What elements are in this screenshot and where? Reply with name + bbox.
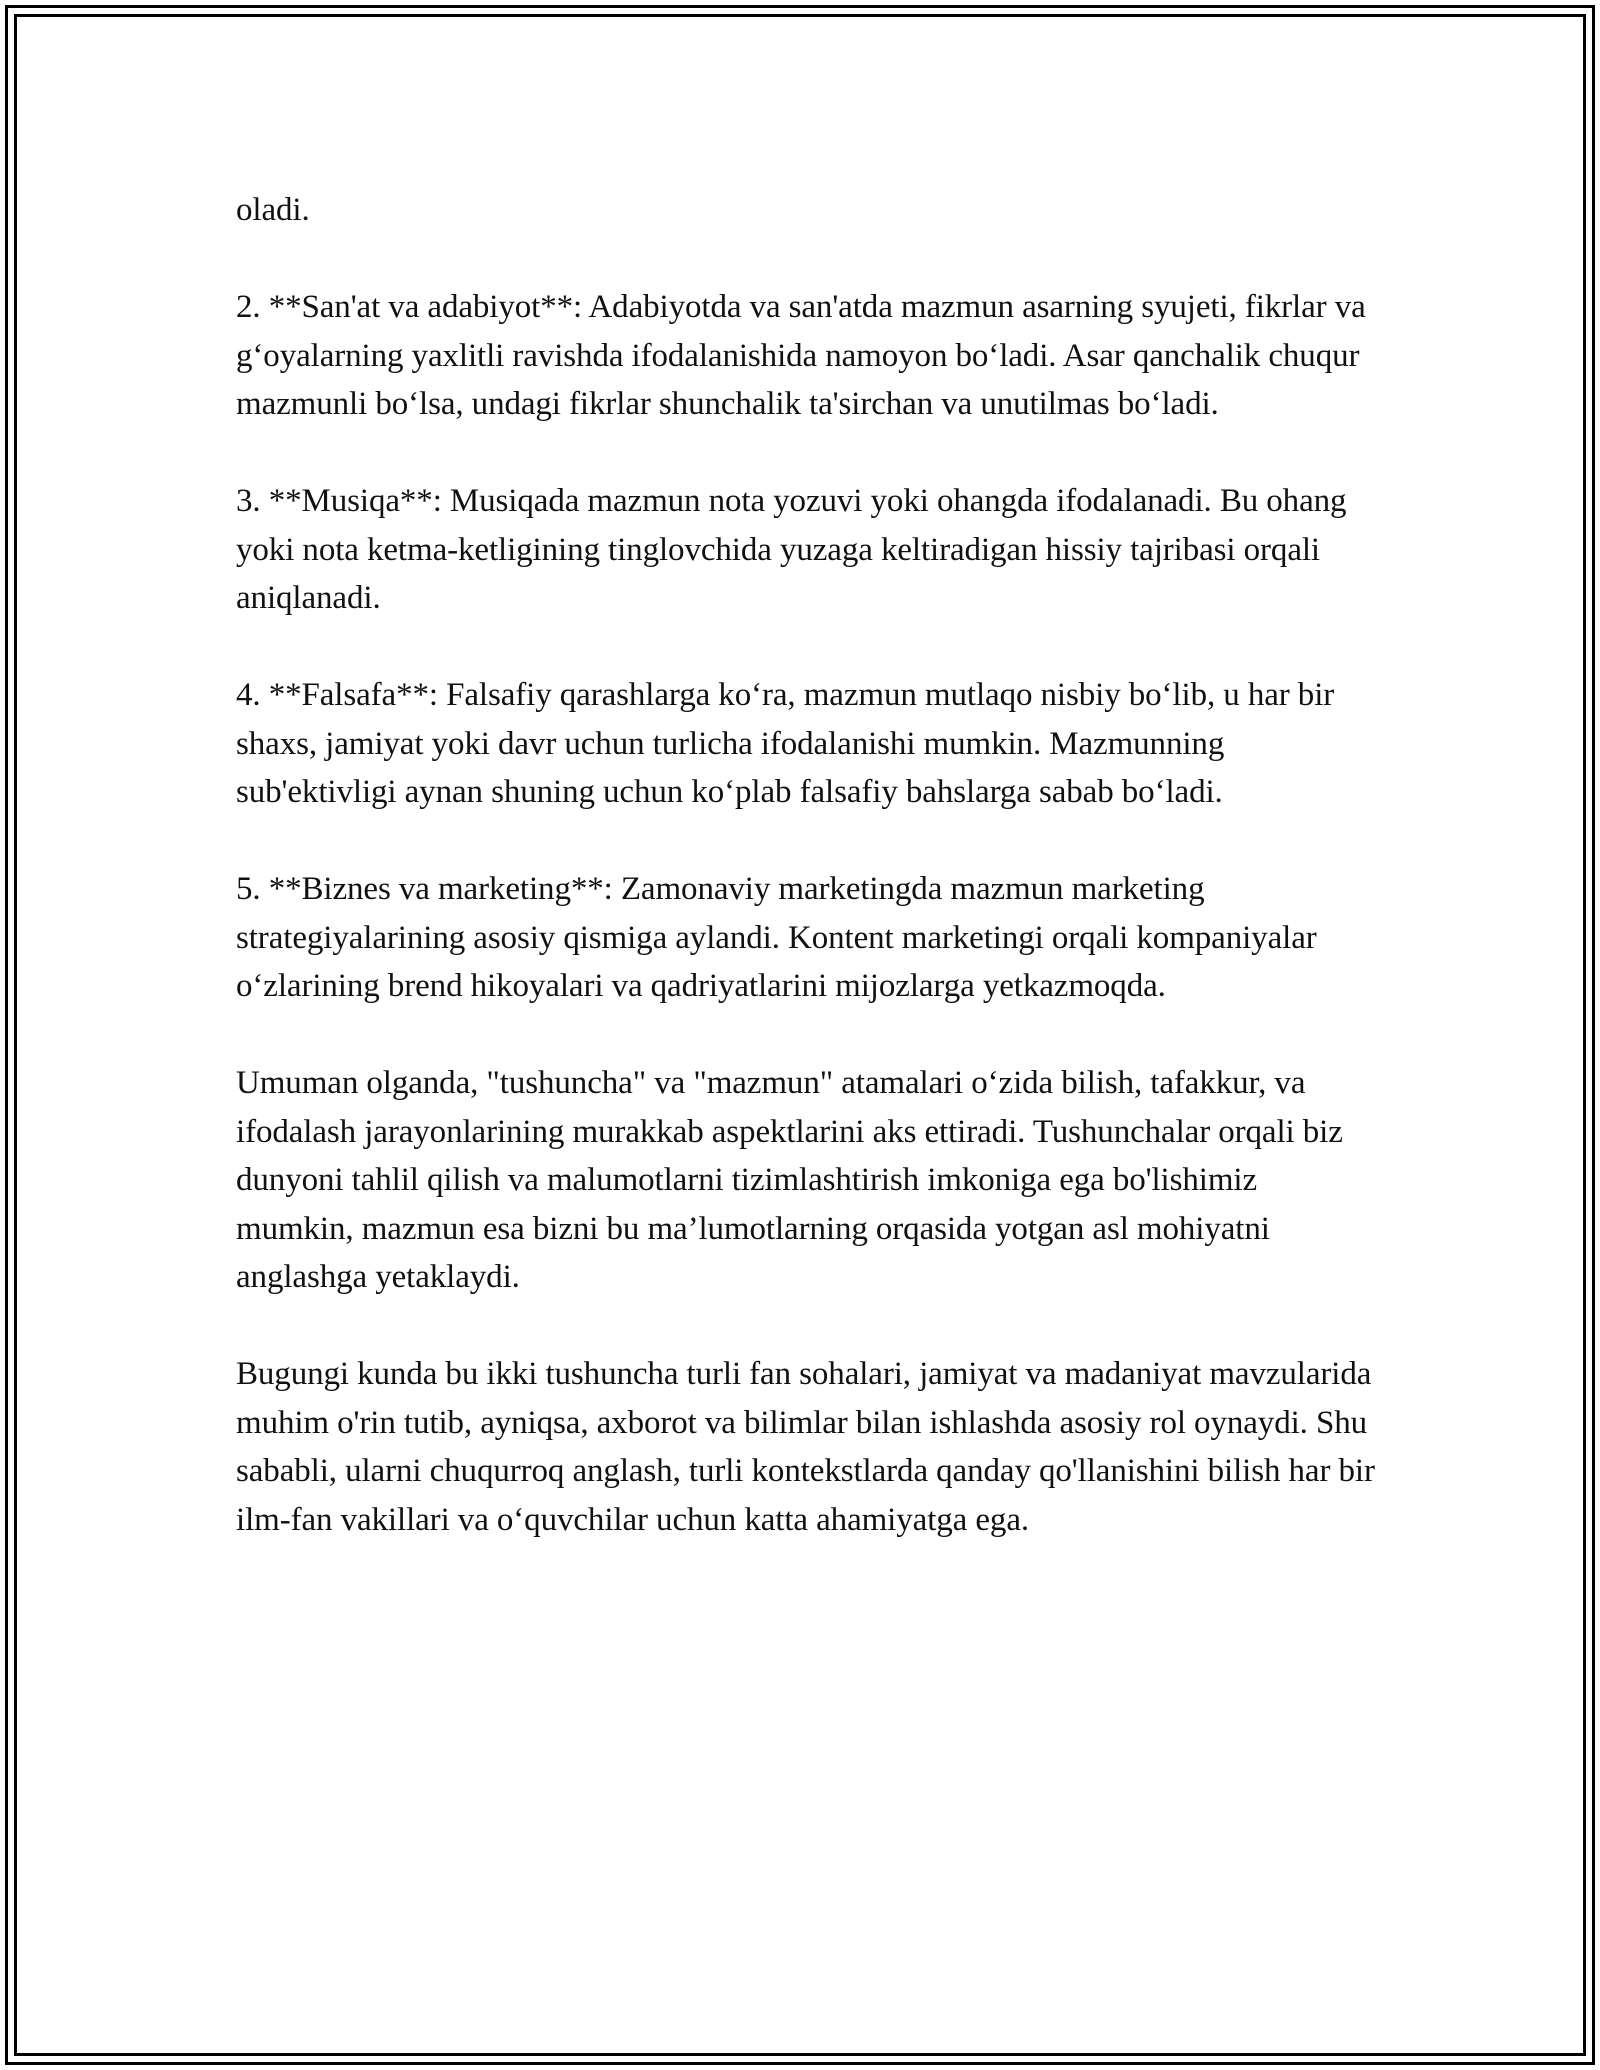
paragraph-music: 3. **Musiqa**: Musiqada mazmun nota yozuvi yoki ohangda ifodalanadi. Bu ohang yoki nota ketma-ketligining tinglovchida yuzaga keltiradigan hissiy tajribasi orqali aniqlanadi.	[236, 483, 1347, 616]
paragraph-summary: Umuman olganda, "tushuncha" va "mazmun" atamalari o‘zida bilish, tafakkur, va ifodalash jarayonlarining murakkab aspektlarini aks ettiradi. Tushunchalar orqali biz dunyoni tahlil qilish va malumotlarni tizimlashtirish imkoniga ega bo'lishimiz mumkin, mazmun esa bizni bu ma’lumotlarning orqasida yotgan asl mohiyatni anglashga yetaklaydi.	[236, 1065, 1343, 1295]
paragraph-continuation: oladi.	[236, 192, 310, 228]
paragraph-business-marketing: 5. **Biznes va marketing**: Zamonaviy marketingda mazmun marketing strategiyalarining asosiy qismiga aylandi. Kontent marketingi orqali kompaniyalar o‘zlarining brend hikoyalari va qadriyatlarini mijozlarga yetkazmoqda.	[236, 871, 1317, 1004]
document-body	[236, 186, 1376, 1544]
paragraph-art-and-literature: 2. **San'at va adabiyot**: Adabiyotda va san'atda mazmun asarning syujeti, fikrlar va g‘oyalarning yaxlitli ravishda ifodalanishida namoyon bo‘ladi. Asar qanchalik chuqur mazmunli bo‘lsa, undagi fikrlar shunchalik ta'sirchan va unutilmas bo‘ladi.	[236, 289, 1366, 422]
paragraph-philosophy: 4. **Falsafa**: Falsafiy qarashlarga ko‘ra, mazmun mutlaqo nisbiy bo‘lib, u har bir shaxs, jamiyat yoki davr uchun turlicha ifodalanishi mumkin. Mazmunning sub'ektivligi aynan shuning uchun ko‘plab falsafiy bahslarga sabab bo‘ladi.	[236, 677, 1335, 810]
paragraph-conclusion: Bugungi kunda bu ikki tushuncha turli fan sohalari, jamiyat va madaniyat mavzularida muhim o'rin tutib, ayniqsa, axborot va bilimlar bilan ishlashda asosiy rol oynaydi. Shu sababli, ularni chuqurroq anglash, turli kontekstlarda qanday qo'llanishini bilish har bir ilm-fan vakillari va o‘quvchilar uchun katta ahamiyatga ega.	[236, 1356, 1375, 1538]
